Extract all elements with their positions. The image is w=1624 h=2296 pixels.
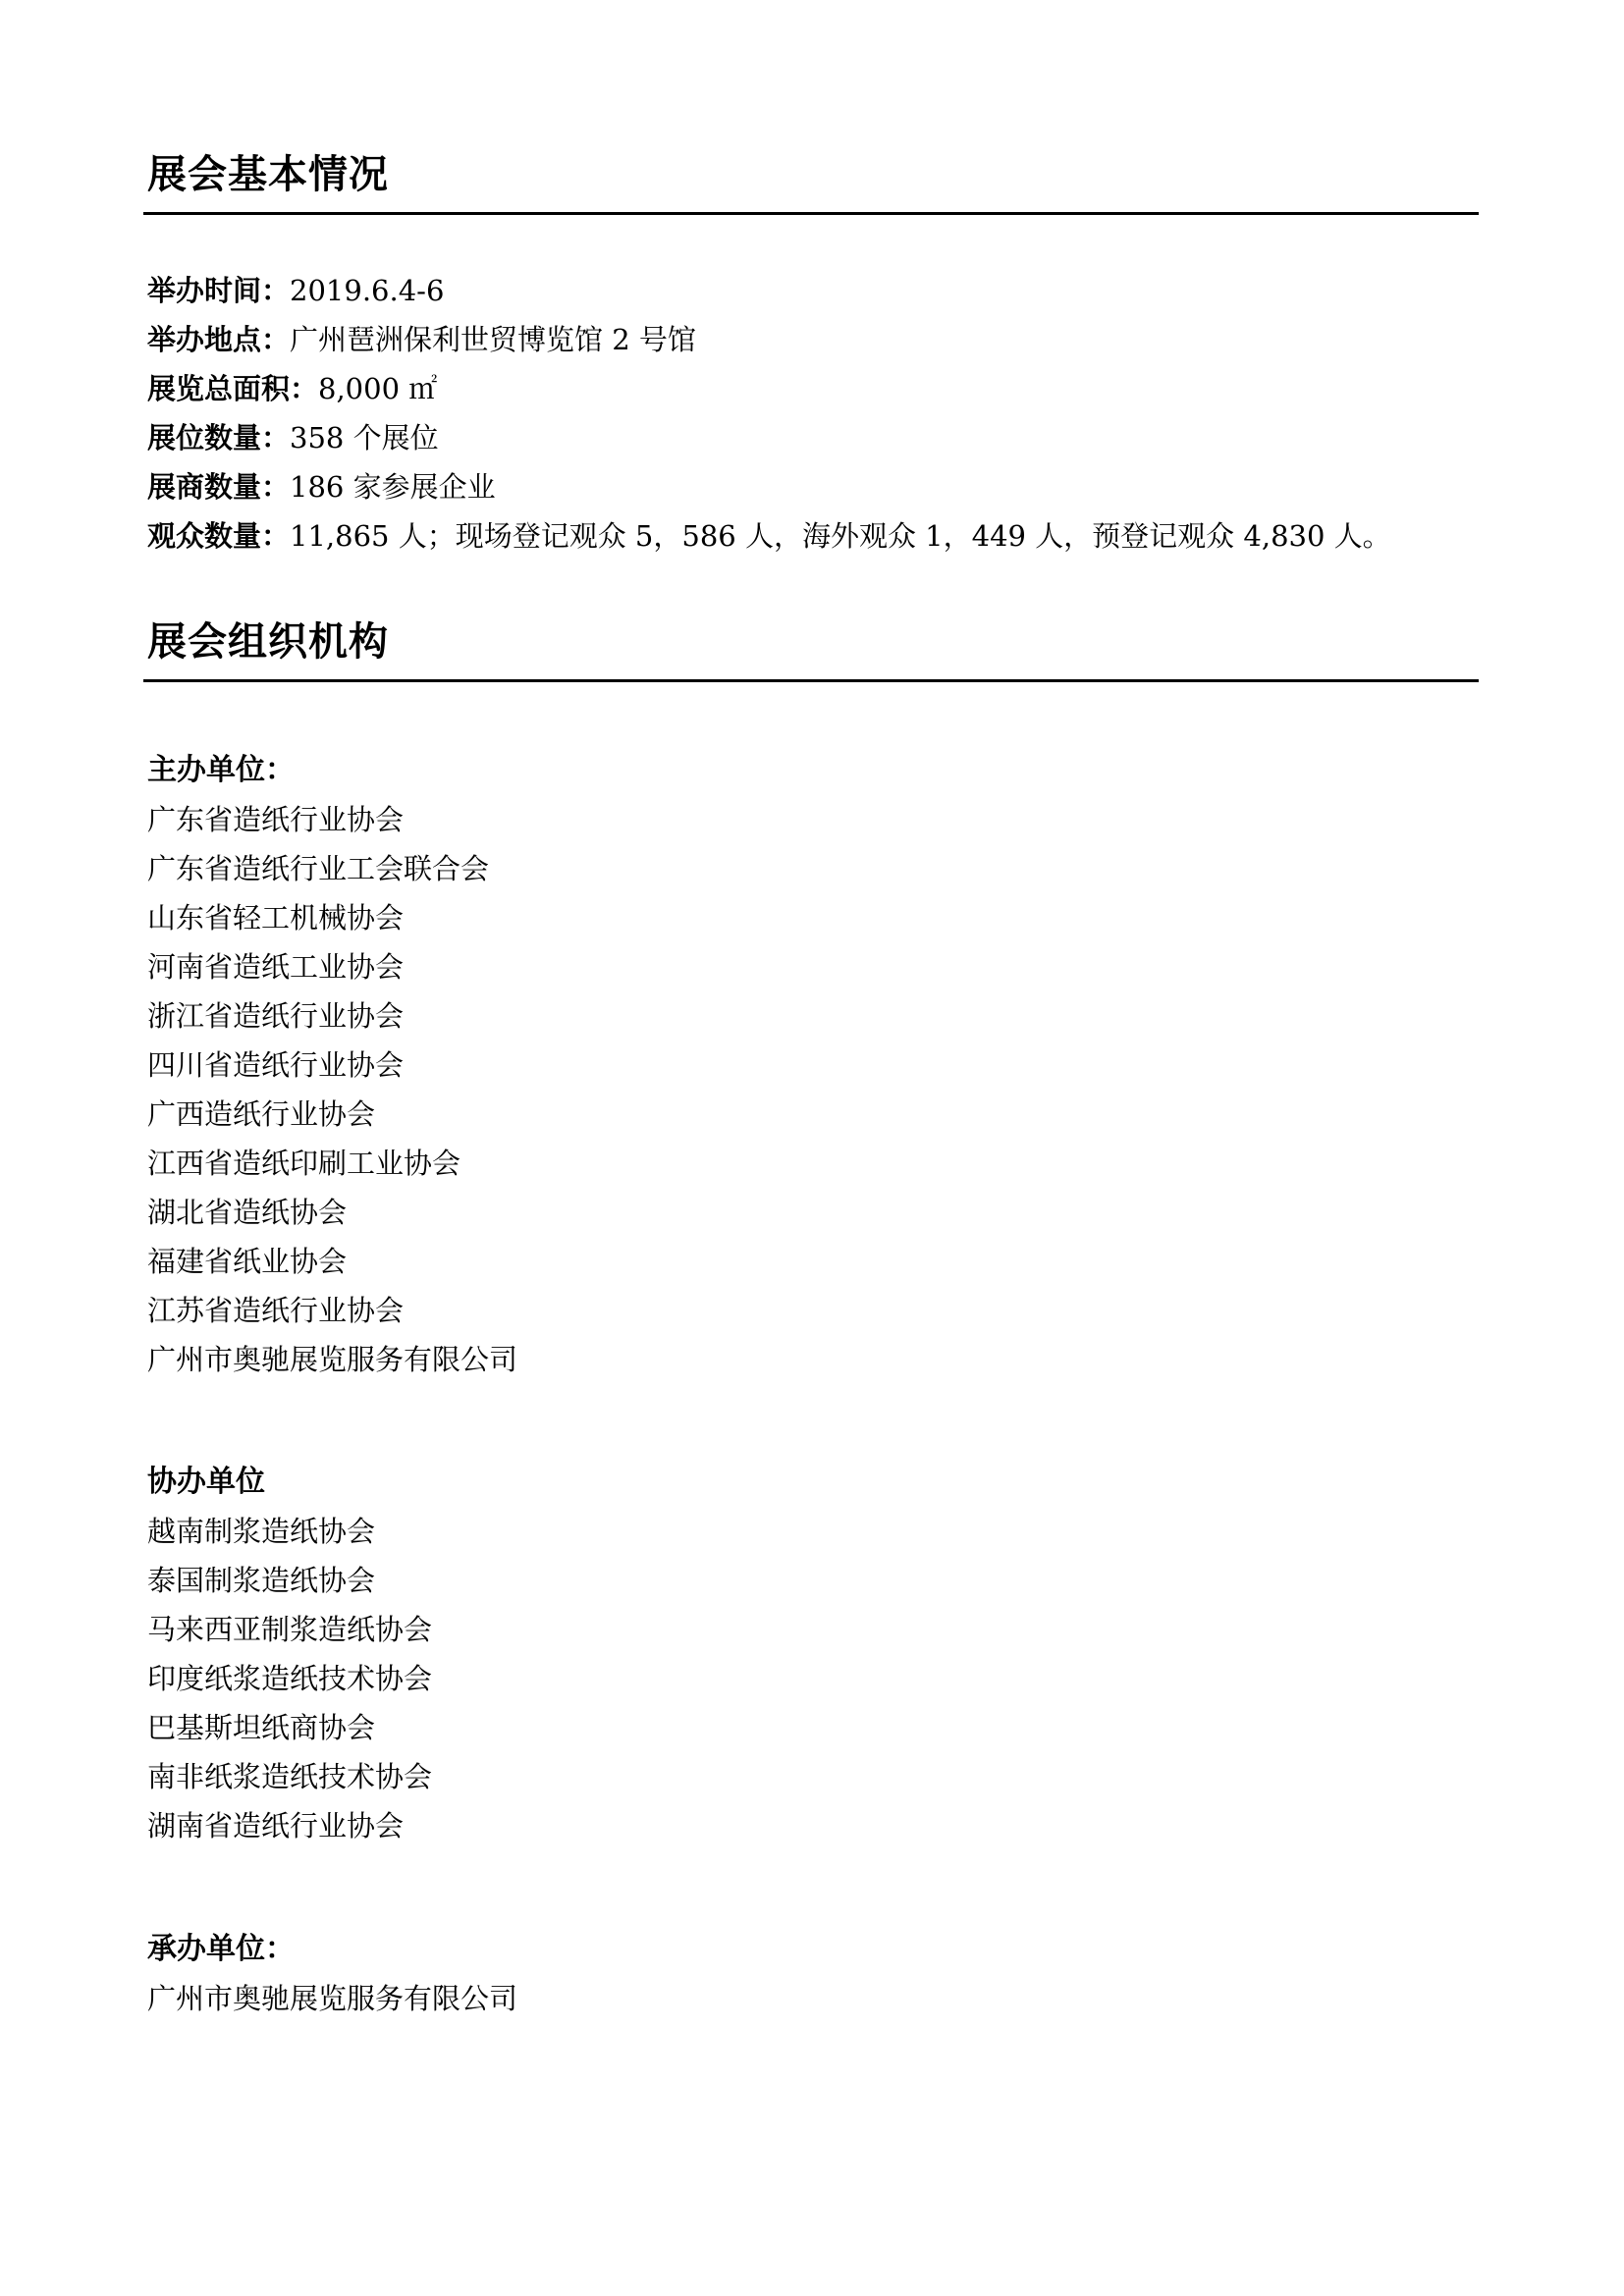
section-title-organization: 展会组织机构 bbox=[147, 619, 389, 665]
info-row-area bbox=[147, 364, 1391, 413]
list-item: 巴基斯坦纸商协会 bbox=[147, 1711, 376, 1744]
list-item: 江苏省造纸行业协会 bbox=[147, 1294, 405, 1327]
basic-info-list bbox=[147, 266, 1391, 561]
list-item: 越南制浆造纸协会 bbox=[147, 1515, 376, 1548]
info-label: 观众数量： bbox=[147, 519, 291, 553]
list-item: 马来西亚制浆造纸协会 bbox=[147, 1613, 433, 1646]
list-item: 广东省造纸行业工会联合会 bbox=[147, 852, 490, 885]
info-label: 举办地点： bbox=[147, 323, 291, 356]
organizers-group bbox=[147, 746, 517, 1384]
info-row-venue bbox=[147, 315, 1391, 364]
list-item: 湖南省造纸行业协会 bbox=[147, 1809, 405, 1842]
list-item: 广西造纸行业协会 bbox=[147, 1097, 376, 1131]
info-label: 展商数量： bbox=[147, 470, 291, 504]
info-label: 展览总面积： bbox=[147, 372, 319, 405]
section-title-basic-info: 展会基本情况 bbox=[147, 152, 389, 197]
info-value: 358 个展位 bbox=[290, 421, 439, 454]
info-row-booths bbox=[147, 413, 1391, 462]
undertakers-list bbox=[147, 1974, 517, 2023]
organizers-list bbox=[147, 795, 517, 1384]
list-item: 广州市奥驰展览服务有限公司 bbox=[147, 1982, 518, 2015]
info-label: 举办时间： bbox=[147, 274, 291, 307]
list-item: 广东省造纸行业协会 bbox=[147, 803, 405, 836]
co-organizers-group bbox=[147, 1458, 432, 1850]
undertakers-group bbox=[147, 1925, 517, 2023]
list-item: 泰国制浆造纸协会 bbox=[147, 1564, 376, 1597]
info-row-exhibitors bbox=[147, 462, 1391, 511]
list-item: 浙江省造纸行业协会 bbox=[147, 999, 405, 1033]
info-row-visitors bbox=[147, 511, 1391, 561]
info-value: 186 家参展企业 bbox=[290, 470, 496, 504]
list-item: 湖北省造纸协会 bbox=[147, 1196, 348, 1229]
organizers-title: 主办单位： bbox=[147, 753, 295, 787]
info-row-date bbox=[147, 266, 1391, 315]
undertakers-title: 承办单位： bbox=[147, 1932, 295, 1966]
list-item: 山东省轻工机械协会 bbox=[147, 901, 405, 934]
co-organizers-list bbox=[147, 1507, 432, 1850]
list-item: 江西省造纸印刷工业协会 bbox=[147, 1147, 461, 1180]
info-value: 2019.6.4-6 bbox=[290, 274, 445, 307]
list-item: 南非纸浆造纸技术协会 bbox=[147, 1760, 433, 1793]
list-item: 四川省造纸行业协会 bbox=[147, 1048, 405, 1082]
section-divider bbox=[143, 679, 1479, 682]
info-label: 展位数量： bbox=[147, 421, 291, 454]
info-value: 11,865 人；现场登记观众 5，586 人，海外观众 1，449 人，预登记观众 4,830 人。 bbox=[290, 519, 1391, 553]
section-divider bbox=[143, 212, 1479, 215]
list-item: 印度纸浆造纸技术协会 bbox=[147, 1662, 433, 1695]
document-page bbox=[143, 0, 1479, 2296]
list-item: 河南省造纸工业协会 bbox=[147, 950, 405, 984]
co-organizers-title: 协办单位 bbox=[147, 1465, 265, 1499]
info-value: 8,000 ㎡ bbox=[318, 372, 438, 405]
info-value: 广州琶洲保利世贸博览馆 2 号馆 bbox=[290, 323, 696, 356]
list-item: 广州市奥驰展览服务有限公司 bbox=[147, 1343, 518, 1376]
list-item: 福建省纸业协会 bbox=[147, 1245, 348, 1278]
